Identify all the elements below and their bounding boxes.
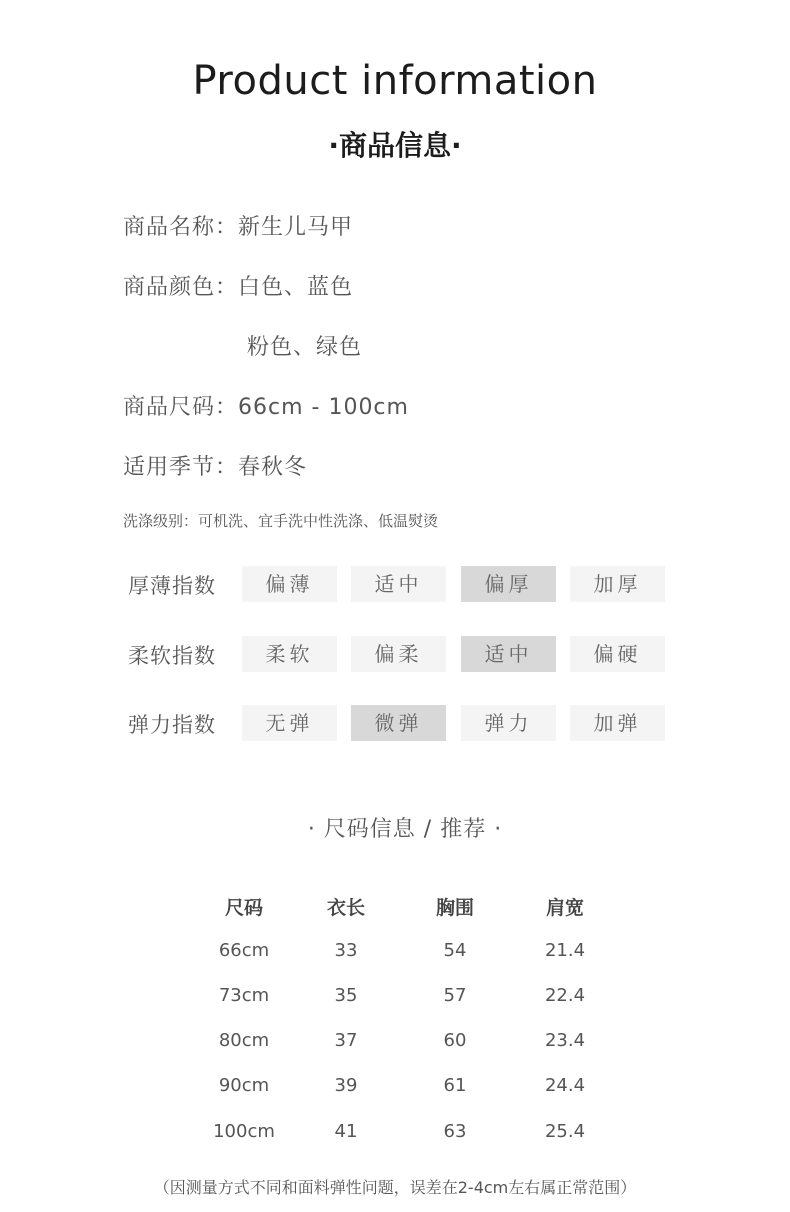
table-cell: 37: [334, 1030, 358, 1051]
wash-level-line: 洗涤级别：可机洗、宜手洗中性洗涤、低温熨烫: [123, 512, 439, 530]
table-cell: 73cm: [218, 985, 270, 1006]
table-cell: 80cm: [218, 1030, 270, 1051]
size-info-title: · 尺码信息 / 推荐 ·: [307, 817, 503, 842]
index-option: 柔软: [242, 636, 337, 672]
index-option: 加厚: [570, 566, 665, 602]
index-option-selected: 适中: [461, 636, 556, 672]
index-label: 柔软指数: [128, 644, 216, 668]
index-option: 适中: [351, 566, 446, 602]
table-header: 尺码: [224, 897, 263, 919]
table-cell: 25.4: [544, 1121, 586, 1142]
table-header: 肩宽: [545, 897, 584, 919]
index-label: 弹力指数: [128, 713, 216, 737]
table-cell: 60: [443, 1030, 467, 1051]
table-cell: 41: [334, 1121, 358, 1142]
index-option-selected: 微弹: [351, 705, 446, 741]
table-cell: 90cm: [218, 1075, 270, 1096]
index-option: 偏硬: [570, 636, 665, 672]
table-cell: 24.4: [544, 1075, 586, 1096]
table-cell: 54: [443, 940, 467, 961]
index-label: 厚薄指数: [128, 574, 216, 598]
table-cell: 61: [443, 1075, 467, 1096]
index-option: 偏柔: [351, 636, 446, 672]
product-name-line: 商品名称：新生儿马甲: [123, 215, 354, 240]
index-option: 加弹: [570, 705, 665, 741]
table-header: 衣长: [326, 897, 365, 919]
index-option: 偏薄: [242, 566, 337, 602]
table-cell: 57: [443, 985, 467, 1006]
table-cell: 66cm: [218, 940, 270, 961]
table-cell: 63: [443, 1121, 467, 1142]
product-season-line: 适用季节：春秋冬: [123, 455, 308, 480]
table-cell: 22.4: [544, 985, 586, 1006]
table-cell: 23.4: [544, 1030, 586, 1051]
page-subtitle: ·商品信息·: [328, 129, 462, 162]
product-color-line: 商品颜色：白色、蓝色: [123, 275, 354, 300]
page-title: Product information: [192, 58, 598, 104]
table-cell: 33: [334, 940, 358, 961]
index-option: 弹力: [461, 705, 556, 741]
index-option: 无弹: [242, 705, 337, 741]
index-option-selected: 偏厚: [461, 566, 556, 602]
table-cell: 21.4: [544, 940, 586, 961]
table-cell: 35: [334, 985, 358, 1006]
table-header: 胸围: [435, 897, 474, 919]
table-cell: 39: [334, 1075, 358, 1096]
table-cell: 100cm: [213, 1121, 275, 1142]
measurement-note: （因测量方式不同和面料弹性问题，误差在2-4cm左右属正常范围）: [153, 1178, 637, 1197]
product-size-line: 商品尺码：66cm - 100cm: [123, 395, 409, 420]
product-color-line-continued: 粉色、绿色: [247, 335, 363, 360]
